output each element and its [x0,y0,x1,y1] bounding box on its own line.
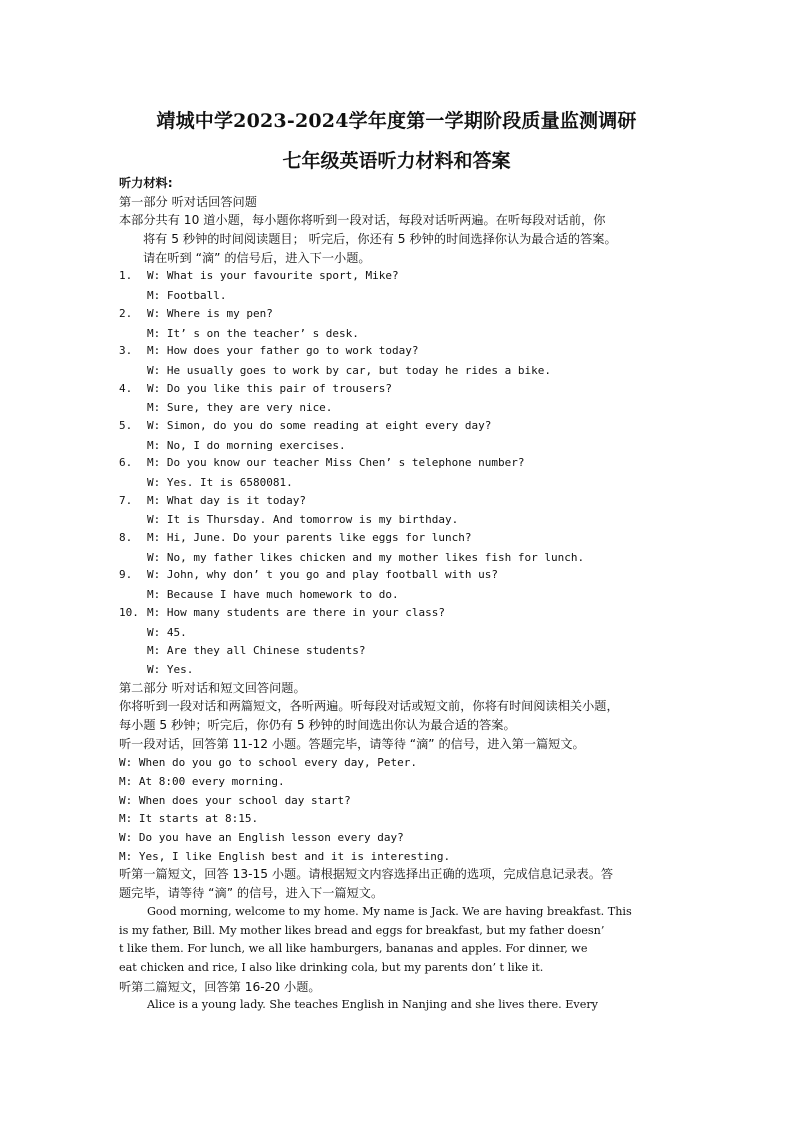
part1-instruction: 将有 5 秒钟的时间阅读题目； 听完后，你还有 5 秒钟的时间选择你认为最合适的答案。 [143,232,617,247]
question-number: 5. [119,418,133,432]
dialogue-line: W: Yes. It is 6580081. [147,476,293,489]
dialogue-line: M: No, I do morning exercises. [147,438,346,452]
question-number: 3. [119,344,133,358]
question-10 [119,604,675,679]
document-title: 靖城中学2023-2024学年度第一学期阶段质量监测调研 [156,110,637,132]
question-number: 4. [119,381,133,395]
part2-instruction: 你将听到一段对话和两篇短文，各听两遍。听每段对话或短文前，你将有时间阅读相关小题， [119,699,619,714]
passage1-intro: 题完毕，请等待 “滴” 的信号，进入下一篇短文。 [119,886,384,901]
question-number: 6. [119,456,133,470]
dialogue-line: M: Football. [147,289,227,303]
question-number: 1. [119,269,133,283]
document-body [119,174,675,1015]
part2-heading: 第二部分 听对话和短文回答问题。 [119,680,306,695]
question-number: 10. [119,605,139,619]
question-9 [119,566,675,603]
dialogue-line: M: Sure, they are very nice. [147,401,333,415]
dialogue-line: M: Yes, I like English best and it is interesting. [119,849,451,863]
passage1-intro: 听第一篇短文，回答 13-15 小题。请根据短文内容选择出正确的选项，完成信息记录表。答 [119,867,614,882]
dialogue-line: W: Do you have an English lesson every day? [119,831,404,845]
dialogue-line: M: At 8:00 every morning. [119,775,285,788]
dialogue-line: W: He usually goes to work by car, but today he rides a bike. [147,363,551,377]
dialogue-line: W: John, why don’ t you go and play football with us? [147,568,498,582]
section-label: 听力材料: [119,176,173,190]
passage-2 [119,996,675,1015]
dialogue-line: W: No, my father likes chicken and my mother likes fish for lunch. [147,550,585,564]
passage-line: Alice is a young lady. She teaches English in Nanjing and she lives there. Every [147,998,598,1012]
dialogue-line: M: Are they all Chinese students? [147,644,366,658]
dialogue-line: W: Do you like this pair of trousers? [147,381,393,395]
dialogue-line: M: It’ s on the teacher’ s desk. [147,326,359,340]
question-5 [119,417,675,454]
dialogue-line: W: Where is my pen? [147,306,273,320]
dialogue-block [119,753,675,865]
dialogue-line: M: Hi, June. Do your parents like eggs for lunch? [147,531,472,545]
passage-line: t like them. For lunch, we all like hamburgers, bananas and apples. For dinner, we [119,942,588,956]
passage-1 [119,903,675,978]
dialogue-line: M: How does your father go to work today? [147,344,419,358]
dialogue-line: W: What is your favourite sport, Mike? [147,269,399,283]
dialogue-line: W: 45. [147,625,187,639]
part1-heading: 第一部分 听对话回答问题 [119,194,257,209]
question-1 [119,267,675,304]
part1-instruction: 本部分共有 10 道小题，每小题你将听到一段对话，每段对话听两遍。在听每段对话前，你 [119,213,606,228]
passage-line: is my father, Bill. My mother likes bread and eggs for breakfast, but my father doesn’ [119,923,605,937]
dialogue-line: W: Simon, do you do some reading at eight every day? [147,418,492,432]
dialogue-line: M: Do you know our teacher Miss Chen’ s telephone number? [147,456,525,470]
dialogue-line: W: When does your school day start? [119,793,351,807]
part2-instruction: 每小题 5 秒钟；听完后，你仍有 5 秒钟的时间选出你认为最合适的答案。 [119,717,516,732]
question-number: 8. [119,531,133,545]
question-number: 2. [119,306,133,320]
part1-instruction: 请在听到 “滴” 的信号后，进入下一小题。 [143,250,371,265]
dialogue-intro: 听一段对话，回答第 11-12 小题。答题完毕，请等待 “滴” 的信号，进入第一篇短文。 [119,736,585,751]
passage-line: Good morning, welcome to my home. My name is Jack. We are having breakfast. This [147,904,632,918]
question-number: 9. [119,568,133,582]
question-3 [119,342,675,379]
dialogue-line: W: Yes. [147,662,194,676]
passage-line: eat chicken and rice, I also like drinking cola, but my parents don’ t like it. [119,960,544,974]
passage2-intro: 听第二篇短文，回答第 16-20 小题。 [119,979,321,994]
question-6 [119,454,675,491]
question-number: 7. [119,493,133,507]
dialogue-line: M: How many students are there in your class? [147,605,446,619]
question-2 [119,305,675,342]
document-subtitle: 七年级英语听力材料和答案 [282,150,511,172]
question-4 [119,380,675,417]
question-8 [119,529,675,566]
question-7 [119,492,675,529]
dialogue-line: M: What day is it today? [147,493,306,507]
dialogue-line: W: When do you go to school every day, Peter. [119,756,418,770]
dialogue-line: M: It starts at 8:15. [119,812,259,826]
dialogue-line: M: Because I have much homework to do. [147,588,399,602]
dialogue-line: W: It is Thursday. And tomorrow is my birthday. [147,513,459,527]
